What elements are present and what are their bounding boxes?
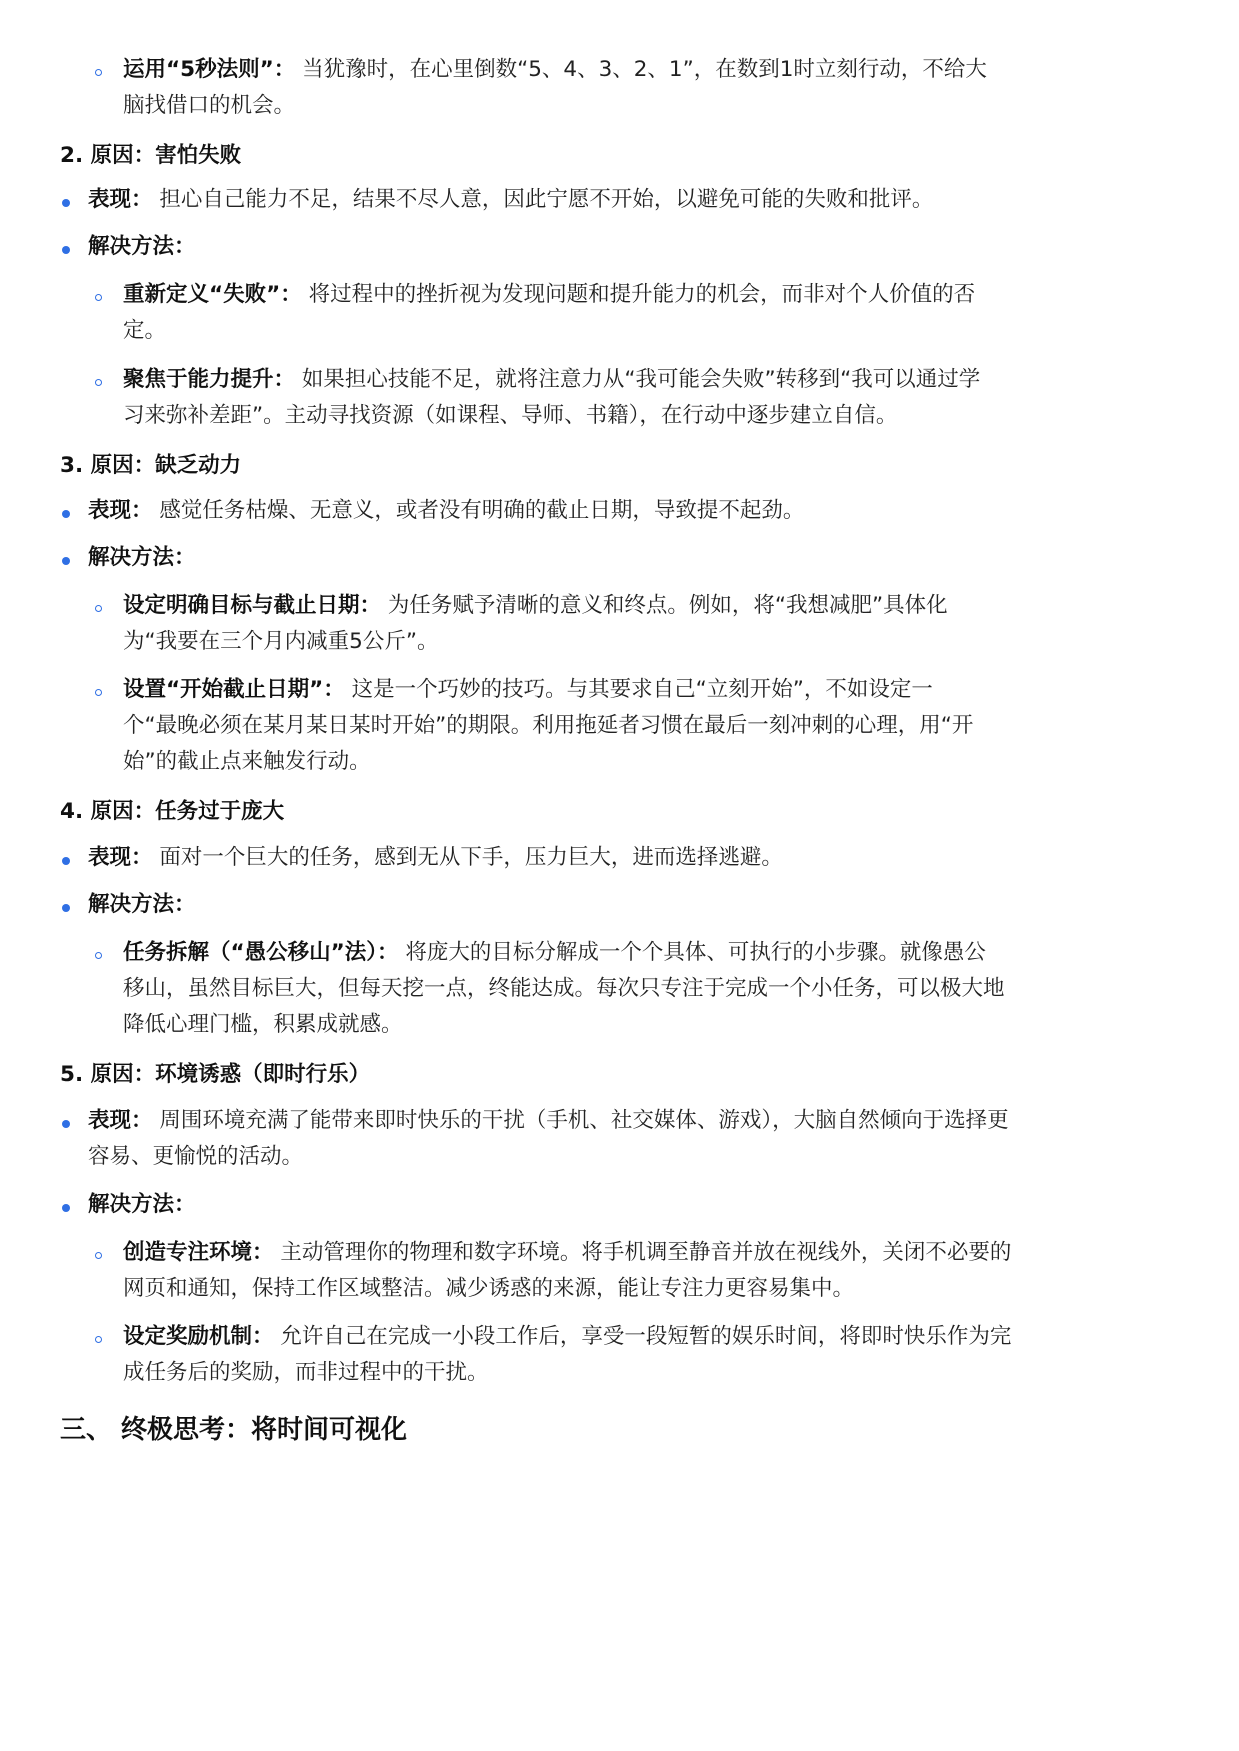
item-label: 重新定义“失败”： bbox=[123, 282, 302, 307]
bullet-icon bbox=[62, 857, 70, 865]
item-text: 将过程中的挫折视为发现问题和提升能力的机会，而非对个人价值的否 bbox=[308, 282, 976, 307]
circle-bullet-icon bbox=[95, 1252, 102, 1259]
item-text: 脑找借口的机会。 bbox=[123, 93, 296, 118]
item-text: 为任务赋予清晰的意义和终点。例如，将“我想减肥”具体化 bbox=[387, 593, 948, 618]
item-text: 允许自己在完成一小段工作后，享受一段短暂的娱乐时间，将即时快乐作为完 bbox=[280, 1324, 1012, 1349]
bullet-icon bbox=[62, 199, 70, 207]
list-item bbox=[88, 840, 1179, 876]
item-label: 解决方法： bbox=[88, 1192, 196, 1217]
item-text: 成任务后的奖励，而非过程中的干扰。 bbox=[123, 1360, 489, 1385]
item-text: 定。 bbox=[123, 318, 167, 343]
list-item bbox=[88, 540, 1179, 576]
circle-bullet-icon bbox=[95, 952, 102, 959]
item-label: 设置“开始截止日期”： bbox=[123, 677, 345, 702]
item-text: 担心自己能力不足，结果不尽人意，因此宁愿不开始，以避免可能的失败和批评。 bbox=[159, 187, 934, 212]
item-text: 当犹豫时，在心里倒数“5、4、3、2、1”，在数到1时立刻行动，不给大 bbox=[302, 57, 987, 82]
list-item bbox=[88, 229, 1179, 265]
item-label: 解决方法： bbox=[88, 234, 196, 259]
item-label: 表现： bbox=[88, 845, 153, 870]
item-label: 解决方法： bbox=[88, 545, 196, 570]
item-text: 周围环境充满了能带来即时快乐的干扰（手机、社交媒体、游戏），大脑自然倾向于选择更 bbox=[159, 1108, 1009, 1133]
item-label: 表现： bbox=[88, 187, 153, 212]
item-text: 将庞大的目标分解成一个个具体、可执行的小步骤。就像愚公 bbox=[405, 940, 986, 965]
sub-list-item bbox=[123, 588, 1179, 660]
circle-bullet-icon bbox=[95, 1336, 102, 1343]
circle-bullet-icon bbox=[95, 294, 102, 301]
bullet-icon bbox=[62, 246, 70, 254]
item-text: 为“我要在三个月内减重5公斤”。 bbox=[123, 629, 439, 654]
item-text: 这是一个巧妙的技巧。与其要求自己“立刻开始”，不如设定一 bbox=[351, 677, 933, 702]
item-label: 创造专注环境： bbox=[123, 1240, 274, 1265]
sub-list-item bbox=[123, 52, 1179, 124]
bullet-icon bbox=[62, 1204, 70, 1212]
cause-heading: 3. 原因：缺乏动力 bbox=[60, 453, 242, 478]
list-item bbox=[88, 493, 1179, 529]
bullet-icon bbox=[62, 904, 70, 912]
item-text: 如果担心技能不足，就将注意力从“我可能会失败”转移到“我可以通过学 bbox=[301, 367, 981, 392]
item-text: 感觉任务枯燥、无意义，或者没有明确的截止日期，导致提不起劲。 bbox=[159, 498, 805, 523]
circle-bullet-icon bbox=[95, 605, 102, 612]
item-label: 解决方法： bbox=[88, 892, 196, 917]
circle-bullet-icon bbox=[95, 69, 102, 76]
sub-list-item bbox=[123, 1319, 1179, 1391]
item-text: 面对一个巨大的任务，感到无从下手，压力巨大，进而选择逃避。 bbox=[159, 845, 783, 870]
cause-heading: 2. 原因：害怕失败 bbox=[60, 143, 242, 168]
list-item bbox=[88, 182, 1179, 218]
item-text: 个“最晚必须在某月某日某时开始”的期限。利用拖延者习惯在最后一刻冲刺的心理，用“开 bbox=[123, 713, 974, 738]
item-label: 任务拆解（“愚公移山”法）： bbox=[123, 940, 399, 965]
circle-bullet-icon bbox=[95, 689, 102, 696]
sub-list-item bbox=[123, 362, 1179, 434]
sub-list-item bbox=[123, 277, 1179, 349]
cause-heading: 4. 原因：任务过于庞大 bbox=[60, 799, 285, 824]
list-item bbox=[88, 1103, 1179, 1175]
item-label: 表现： bbox=[88, 498, 153, 523]
list-item bbox=[88, 1187, 1179, 1223]
sub-list-item bbox=[123, 672, 1179, 780]
item-label: 聚焦于能力提升： bbox=[123, 367, 296, 392]
item-text: 主动管理你的物理和数字环境。将手机调至静音并放在视线外，关闭不必要的 bbox=[280, 1240, 1012, 1265]
item-text: 习来弥补差距”。主动寻找资源（如课程、导师、书籍），在行动中逐步建立自信。 bbox=[123, 403, 898, 428]
item-label: 表现： bbox=[88, 1108, 153, 1133]
item-text: 移山，虽然目标巨大，但每天挖一点，终能达成。每次只专注于完成一个小任务，可以极大地 bbox=[123, 976, 1005, 1001]
list-item bbox=[88, 887, 1179, 923]
sub-list-item bbox=[123, 935, 1179, 1043]
item-text: 始”的截止点来触发行动。 bbox=[123, 749, 371, 774]
circle-bullet-icon bbox=[95, 379, 102, 386]
bullet-icon bbox=[62, 510, 70, 518]
item-label: 运用“5秒法则”： bbox=[123, 57, 296, 82]
section-heading: 三、 终极思考：将时间可视化 bbox=[60, 1415, 408, 1445]
item-text: 降低心理门槛，积累成就感。 bbox=[123, 1012, 403, 1037]
cause-heading: 5. 原因：环境诱惑（即时行乐） bbox=[60, 1062, 371, 1087]
item-label: 设定奖励机制： bbox=[123, 1324, 274, 1349]
item-label: 设定明确目标与截止日期： bbox=[123, 593, 382, 618]
item-text: 容易、更愉悦的活动。 bbox=[88, 1144, 304, 1169]
bullet-icon bbox=[62, 1120, 70, 1128]
sub-list-item bbox=[123, 1235, 1179, 1307]
bullet-icon bbox=[62, 557, 70, 565]
item-text: 网页和通知，保持工作区域整洁。减少诱惑的来源，能让专注力更容易集中。 bbox=[123, 1276, 855, 1301]
